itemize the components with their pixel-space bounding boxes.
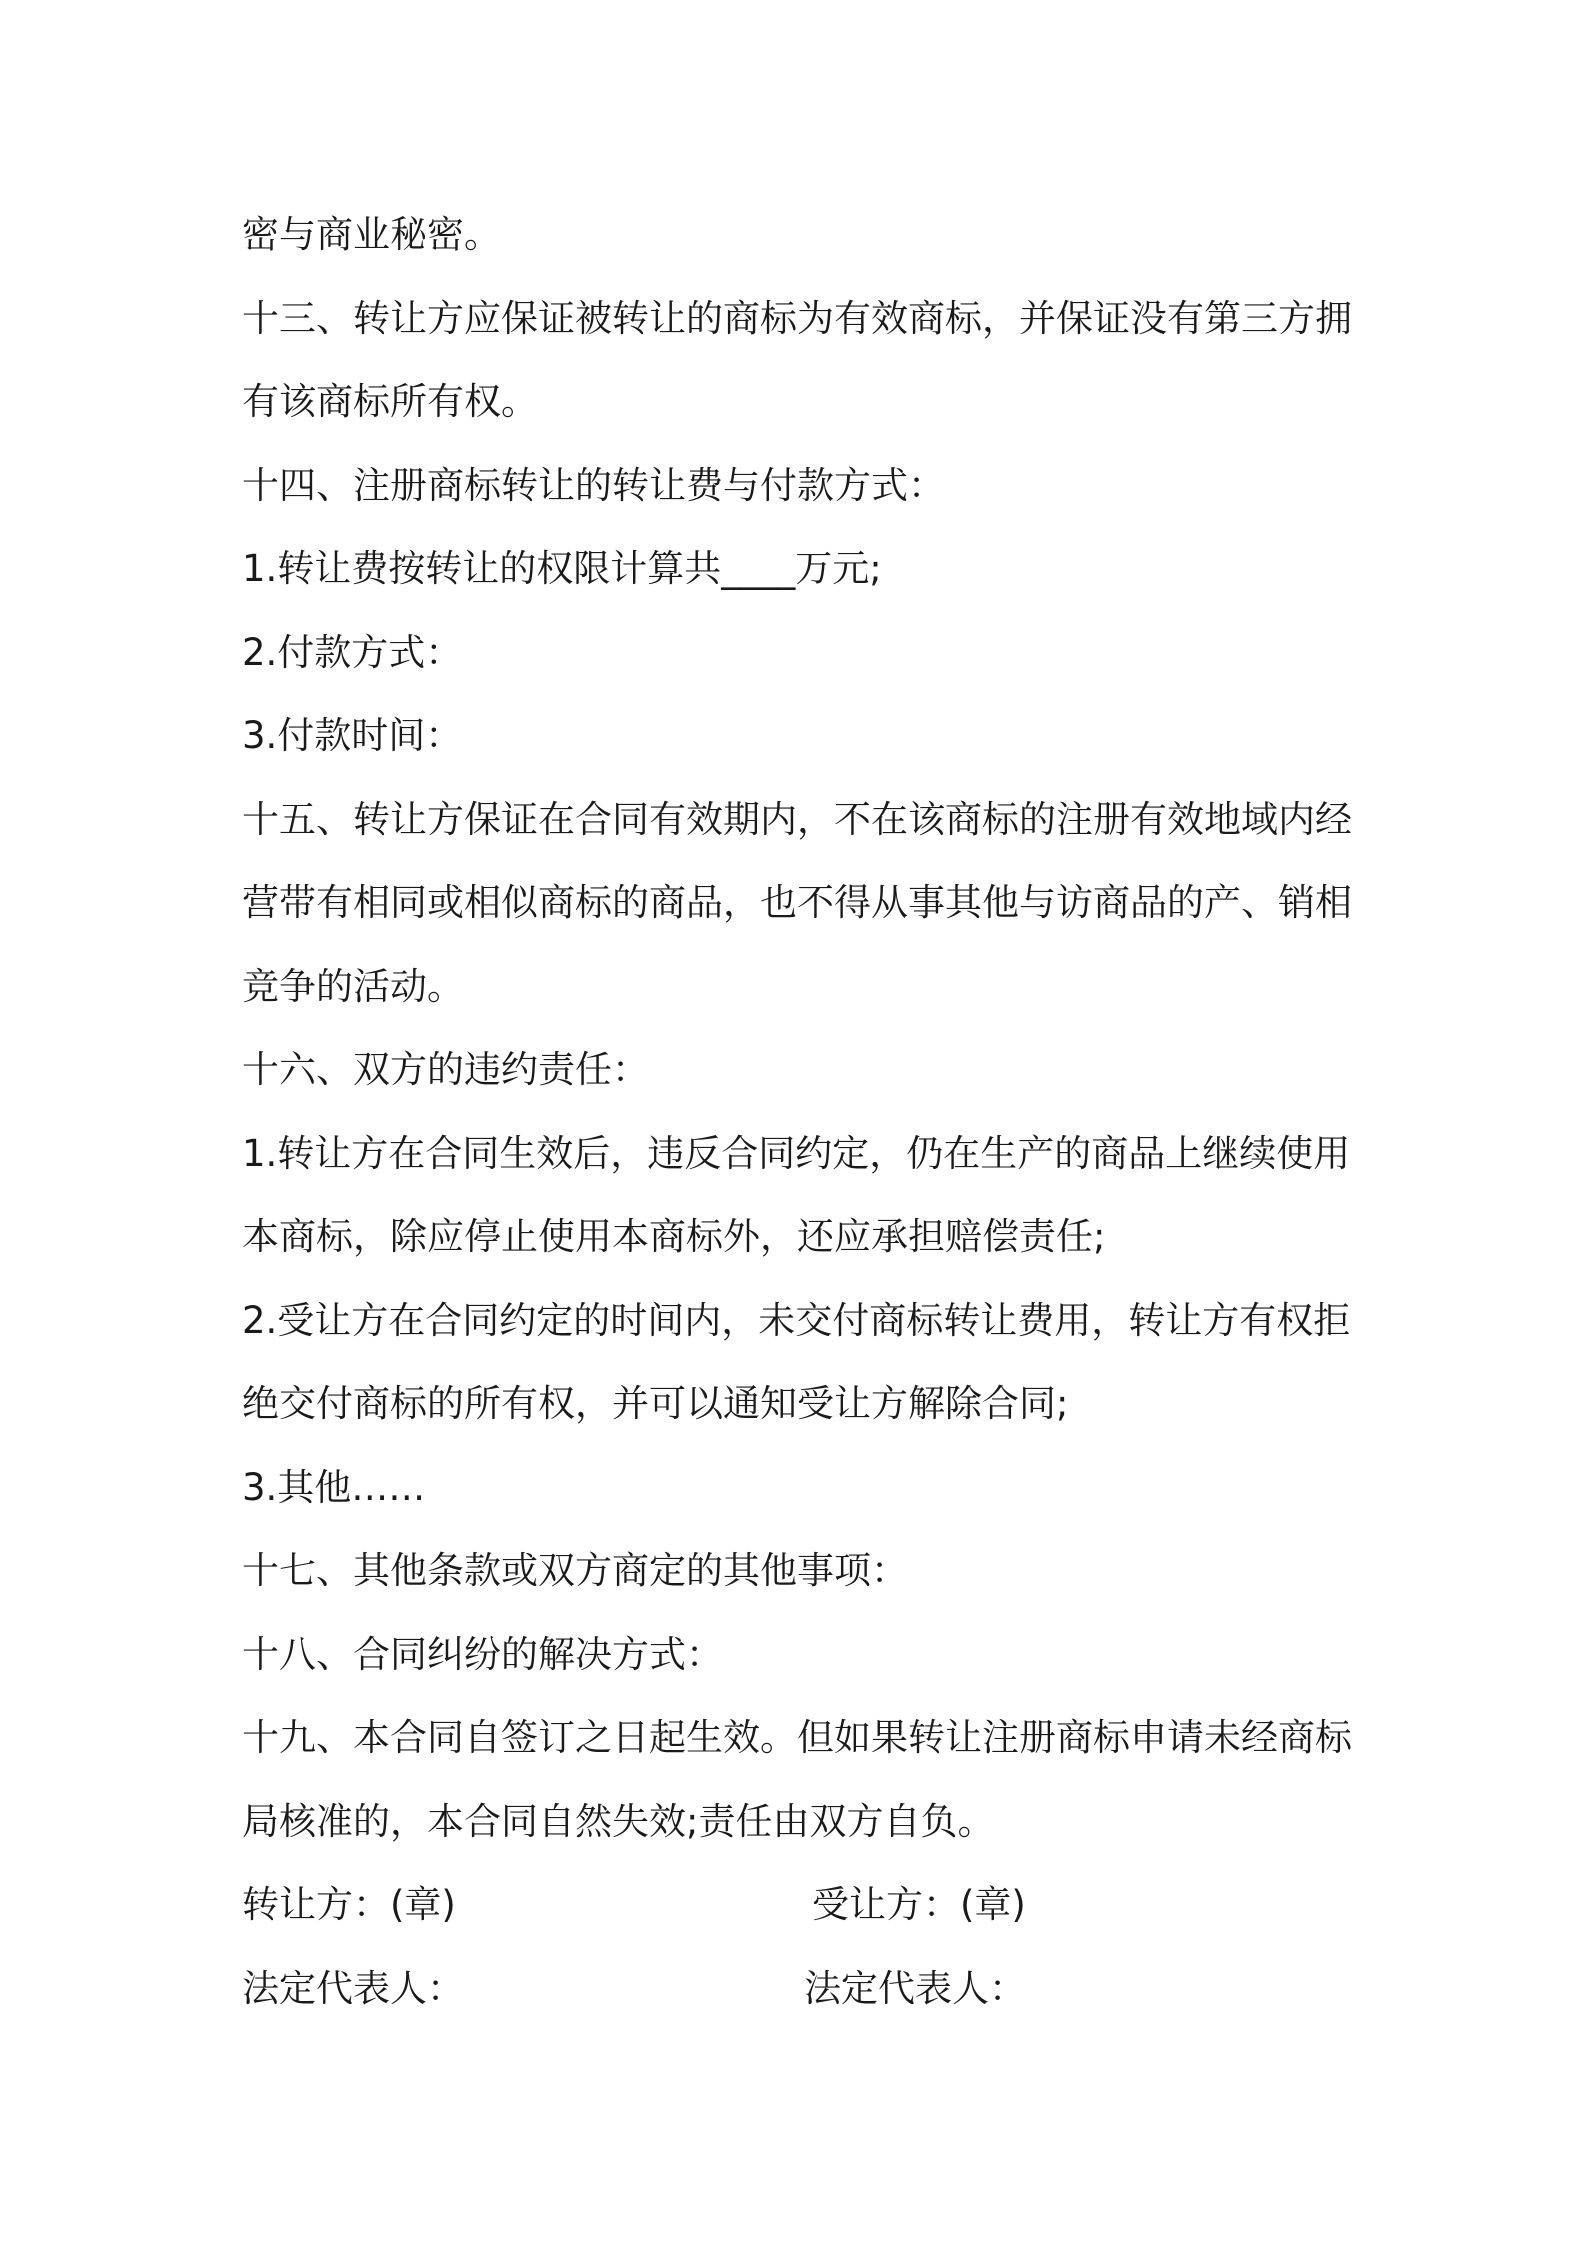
clause-16-item-3: 3.其他…… (242, 1465, 426, 1509)
clause-14: 十四、注册商标转让的转让费与付款方式： (242, 463, 945, 507)
signature-rep-row (242, 1947, 1362, 2031)
clause-15: 十五、转让方保证在合同有效期内，不在该商标的注册有效地域内经 (242, 797, 1352, 841)
transferor-seal: 转让方：(章) (242, 1883, 456, 1926)
clause-19: 十九、本合同自签订之日起生效。但如果转让注册商标申请未经商标 (242, 1716, 1352, 1759)
clause-14-item-2: 2.付款方式： (242, 630, 463, 674)
text-line: 竞争的活动。 (242, 964, 464, 1008)
text-line: 绝交付商标的所有权，并可以通知受让方解除合同; (242, 1382, 1069, 1425)
text-line: 有该商标所有权。 (242, 380, 538, 423)
transferee-seal: 受让方：(章) (812, 1883, 1026, 1926)
clause-14-item-3: 3.付款时间： (242, 714, 463, 757)
text-line: 密与商业秘密。 (242, 213, 501, 256)
text-line: 营带有相同或相似商标的商品，也不得从事其他与访商品的产、销相 (242, 881, 1352, 924)
signature-seal-row (242, 1863, 1362, 1947)
clause-16: 十六、双方的违约责任： (242, 1048, 649, 1091)
clause-18: 十八、合同纠纷的解决方式： (242, 1632, 723, 1676)
transferee-representative: 法定代表人： (804, 1966, 1026, 2010)
text-line: 局核准的，本合同自然失效;责任由双方自负。 (242, 1799, 995, 1843)
transferor-representative: 法定代表人： (242, 1966, 464, 2010)
clause-16-item-2: 2.受让方在合同约定的时间内，未交付商标转让费用，转让方有权拒 (242, 1298, 1351, 1342)
text-line: 本商标，除应停止使用本商标外，还应承担赔偿责任; (242, 1215, 1106, 1258)
clause-13: 十三、转让方应保证被转让的商标为有效商标，并保证没有第三方拥 (242, 296, 1352, 340)
clause-16-item-1: 1.转让方在合同生效后，违反合同约定，仍在生产的商品上继续使用 (242, 1131, 1351, 1175)
contract-body (242, 193, 1362, 2030)
clause-17: 十七、其他条款或双方商定的其他事项： (242, 1549, 908, 1592)
clause-14-item-1: 1.转让费按转让的权限计算共____万元; (242, 547, 882, 590)
